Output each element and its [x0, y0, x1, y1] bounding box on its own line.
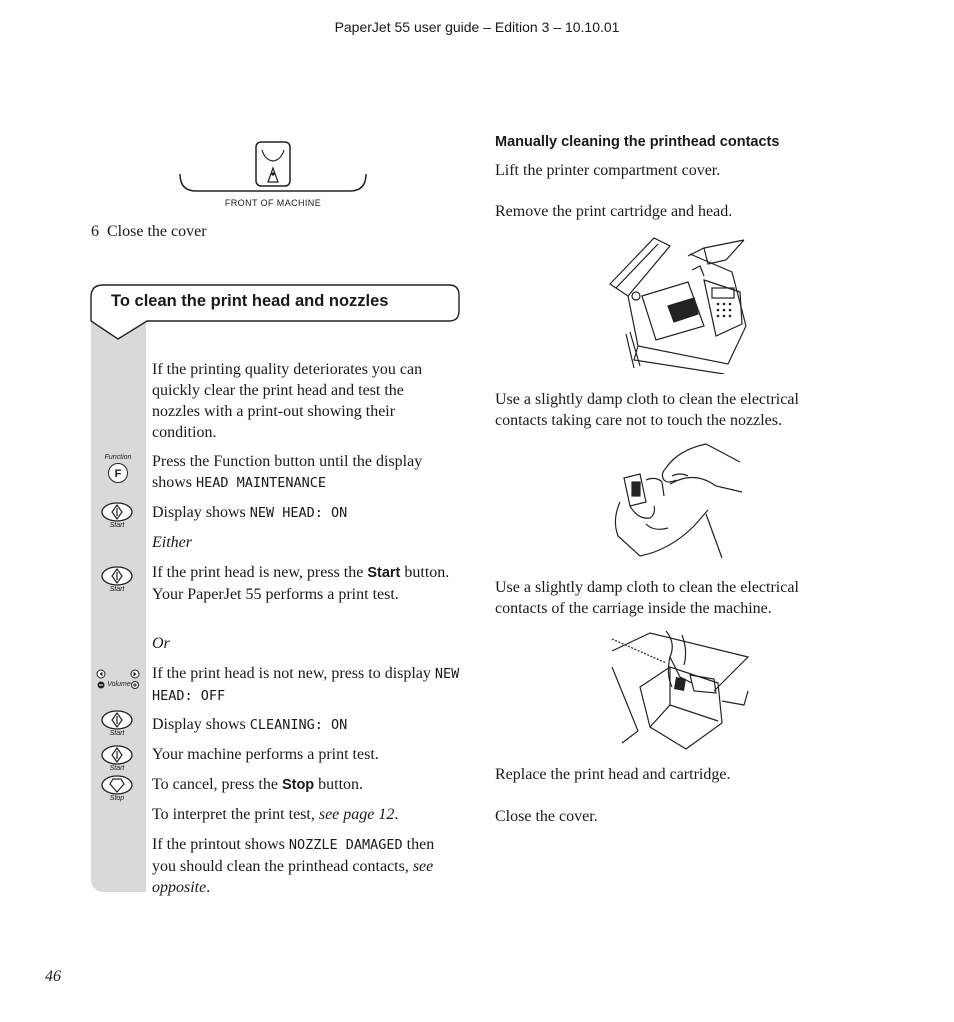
function-button-icon — [108, 463, 128, 483]
step-display-text: Display shows — [152, 504, 250, 521]
step-start-new-head — [152, 562, 452, 605]
start-icon — [101, 502, 133, 522]
display-code-cleaning-on: CLEANING: ON — [249, 717, 348, 733]
page-header: PaperJet 55 user guide – Edition 3 – 10.10.01 — [334, 19, 620, 35]
open-printer-illustration — [608, 236, 750, 374]
start-label: Start — [109, 730, 125, 737]
interpret-text-end: . — [394, 806, 399, 823]
section-title: To clean the print head and nozzles — [111, 292, 389, 310]
function-letter: F — [114, 468, 122, 480]
step-start-text: If the print head is new, press the — [152, 564, 368, 581]
interpret-text: To interpret the print test, — [152, 806, 319, 823]
nozzle-damaged-note — [152, 834, 442, 898]
volume-label: Volume — [107, 681, 131, 688]
step-cancel — [152, 774, 363, 796]
step-display-new-head-on — [152, 502, 347, 524]
volume-buttons-icon — [96, 668, 140, 692]
stop-label: Stop — [109, 795, 125, 802]
step-number: 6 — [91, 223, 99, 240]
step-display-cleaning-on — [152, 714, 347, 736]
step-volume-not-new — [152, 663, 460, 707]
nozzle-text-end: . — [206, 879, 211, 896]
step-print-test: Your machine performs a print test. — [152, 746, 379, 763]
step-cancel-text-end: button. — [314, 776, 364, 793]
front-of-machine-illustration — [176, 140, 370, 196]
cleaning-carriage-illustration — [610, 631, 750, 751]
step-display-text: Display shows — [152, 716, 250, 733]
start-icon — [101, 745, 133, 765]
nozzle-text: If the printout shows — [152, 836, 289, 853]
start-icon — [101, 710, 133, 730]
right-step-clean-cartridge-contacts: Use a slightly damp cloth to clean the electrical contacts taking care not to touch the nozzles. — [495, 391, 799, 429]
start-label: Start — [109, 586, 125, 593]
step-start-text-end: button. Your PaperJet 55 performs a print test. — [152, 564, 450, 603]
start-label: Start — [109, 522, 125, 529]
start-icon — [101, 566, 133, 586]
right-step-clean-carriage-contacts: Use a slightly damp cloth to clean the electrical contacts of the carriage inside the machine. — [495, 579, 799, 617]
right-step-remove-cartridge: Remove the print cartridge and head. — [495, 203, 733, 220]
display-code-nozzle-damaged: NOZZLE DAMAGED — [288, 837, 403, 853]
step-volume-text: If the print head is not new, press to display — [152, 665, 435, 682]
section-intro: If the printing quality deteriorates you can quickly clear the print head and test the nozzles with a print-out showing their condition. — [152, 361, 423, 441]
display-code-new-head-off: NEW HEAD: OFF — [152, 666, 460, 704]
step-cancel-text: To cancel, press the — [152, 776, 282, 793]
figure-caption: FRONT OF MACHINE — [224, 198, 322, 208]
icon-column-band — [91, 300, 146, 892]
start-button-name: Start — [367, 565, 401, 581]
see-page-12-reference: see page 12 — [318, 806, 395, 823]
step-function-text: Press the Function button until the display shows — [152, 453, 423, 491]
right-step-replace: Replace the print head and cartridge. — [495, 766, 731, 783]
interpret-print-test — [152, 804, 398, 825]
stop-icon — [101, 775, 133, 795]
function-label: Function — [104, 454, 132, 461]
stop-button-name: Stop — [281, 777, 315, 793]
nozzle-text-mid: then you should clean the printhead contacts, — [152, 836, 435, 875]
step-6 — [91, 221, 207, 242]
see-opposite-reference: see opposite — [152, 858, 434, 896]
display-code-head-maintenance: HEAD MAINTENANCE — [196, 475, 327, 491]
right-step-close-cover: Close the cover. — [495, 808, 598, 825]
hands-cleaning-cartridge-illustration — [610, 440, 744, 560]
step-function — [152, 451, 457, 494]
step-text: Close the cover — [107, 223, 207, 240]
page-number: 46 — [45, 968, 61, 985]
right-step-lift-cover: Lift the printer compartment cover. — [495, 162, 721, 179]
start-label: Start — [109, 765, 125, 772]
either-label: Either — [152, 534, 192, 551]
or-label: Or — [152, 635, 170, 652]
display-code-new-head-on: NEW HEAD: ON — [249, 505, 348, 521]
right-heading: Manually cleaning the printhead contacts — [495, 134, 780, 150]
